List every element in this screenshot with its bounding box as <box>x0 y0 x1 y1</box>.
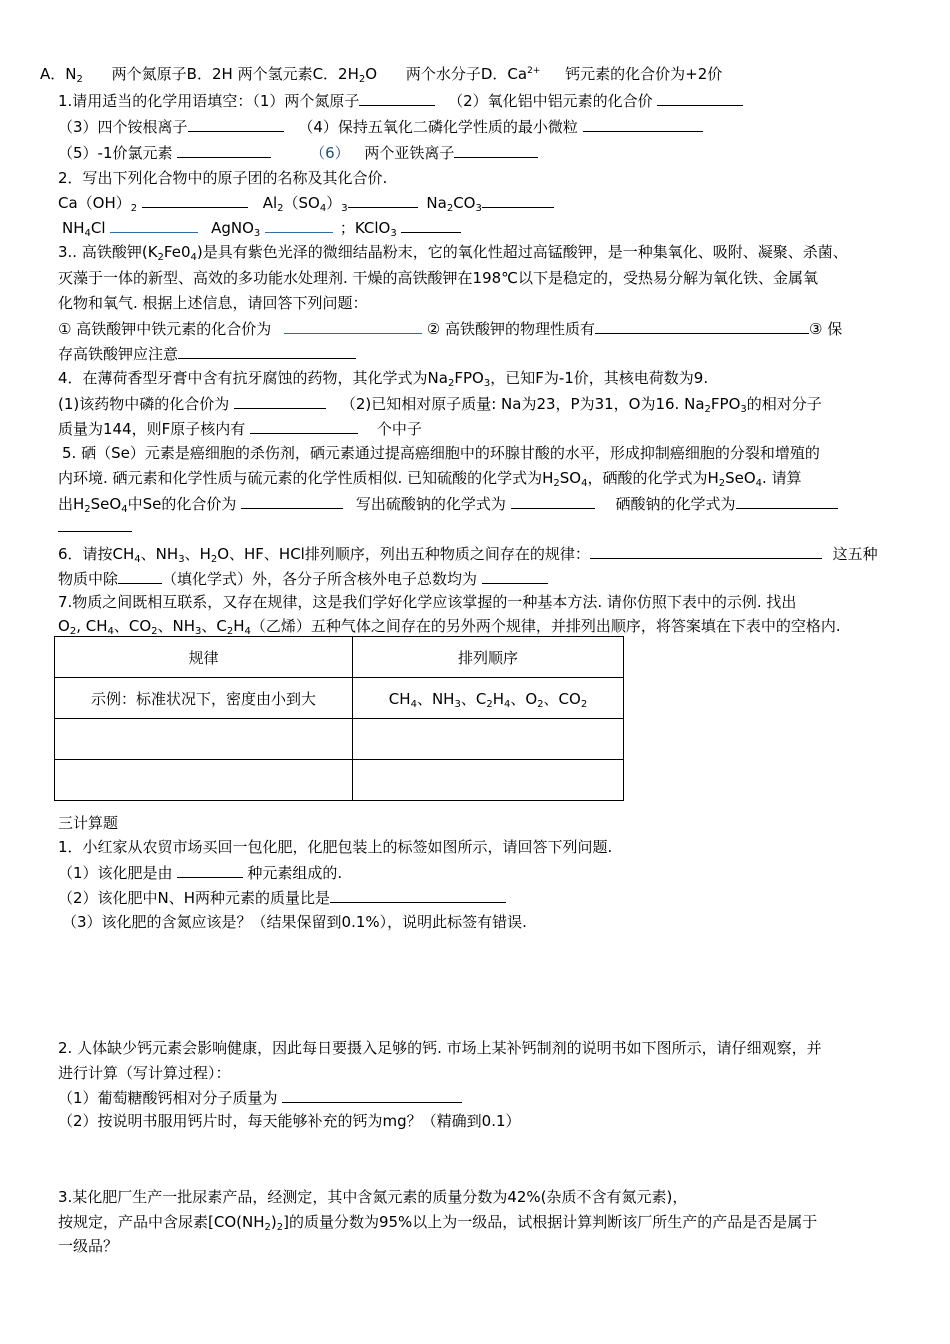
table-header-rule: 规律 <box>55 637 353 678</box>
q2-answer-4[interactable] <box>110 217 198 233</box>
calc1-answer-1[interactable] <box>177 862 243 878</box>
q2-line2: $NH_4Cl$ AgNO$_3$ ；KClO$_3$ <box>62 217 461 238</box>
table-row <box>55 719 624 760</box>
table-cell-order[interactable] <box>353 719 624 760</box>
q1-answer-6[interactable] <box>454 142 538 158</box>
q2-line1: $Ca(OH)_2$ $Al_2(SO_4)_3$ $Na_2CO_3$ <box>58 192 554 213</box>
q4-line2: (1)该药物中磷的化合价为 （2)已知相对原子质量: Na为23，P为31，O为16. $Na_2FPO_3$的相对分子 <box>58 395 822 415</box>
calc-section-title: 三计算题 <box>58 814 119 832</box>
q6-line1: 6．请按$CH_4$、$NH_3$、$H_2O$、HF、HCl排列顺序，列出五种物质之间存在的规律： 这五种 <box>58 545 878 565</box>
table-example-row <box>55 678 624 719</box>
calc2-p1: （1）葡萄糖酸钙相对分子质量为 <box>58 1087 462 1108</box>
q2-answer-6[interactable] <box>401 217 461 233</box>
calc2-answer-1[interactable] <box>282 1087 462 1103</box>
q5-answer-2[interactable] <box>511 493 595 509</box>
q1-answer-4[interactable] <box>583 116 703 132</box>
q6-answer-2[interactable] <box>118 568 162 584</box>
q5-line2: 内环境. 硒元素和化学性质与硫元素的化学性质相似. 已知硫酸的化学式为$H_2SO_4$，硒酸的化学式为$H_2SeO_4$. 请算 <box>58 469 802 489</box>
choice-b-desc: 两个氢元素 <box>237 65 313 83</box>
choice-c: C．$2H_2O$ <box>312 65 378 85</box>
calc1-p1: （1）该化肥是由 种元素组成的. <box>58 864 343 882</box>
q2-answer-5[interactable] <box>265 217 333 233</box>
q4-line1: 4．在薄荷香型牙膏中含有抗牙腐蚀的药物，其化学式为$Na_2FPO_3$，已知F为-1价，其核电荷数为9. <box>58 369 709 389</box>
calc3-line1: 3.某化肥厂生产一批尿素产品，经测定，其中含氮元素的质量分数为42%(杂质不含有氮元素)， <box>58 1188 688 1206</box>
table-cell-order[interactable] <box>353 760 624 801</box>
q3-answer-1[interactable] <box>284 318 422 334</box>
q5-answer-3-cont[interactable] <box>58 516 132 532</box>
q3-answer-3[interactable] <box>178 343 356 359</box>
calc3-line2: 按规定，产品中含尿素$[CO(NH_2)_2]$的质量分数为95%以上为一级品，试根据计算判断该厂所生产的产品是否是属于 <box>58 1213 818 1233</box>
q2-answer-1[interactable] <box>142 192 248 208</box>
q2-stem: 2．写出下列化合物中的原子团的名称及其化合价. <box>58 169 388 187</box>
q3-line2: 灭藻于一体的新型、高效的多功能水处理剂. 干燥的高铁酸钾在198℃以下是稳定的，受热易分解为氧化铁、金属氧 <box>58 269 819 287</box>
table-row <box>55 760 624 801</box>
q1-answer-5[interactable] <box>177 142 271 158</box>
table-cell-rule[interactable] <box>55 719 353 760</box>
choice-b: B．2H <box>186 65 233 83</box>
q1-answer-2[interactable] <box>657 90 743 106</box>
table-cell-rule[interactable] <box>55 760 353 801</box>
choice-d: D．$Ca^{2+}$ <box>480 65 541 83</box>
q7-line1: 7.物质之间既相互联系，又存在规律，这是我们学好化学应该掌握的一种基本方法. 请你仿照下表中的示例. 找出 <box>58 593 797 611</box>
q1-answer-1[interactable] <box>359 90 435 106</box>
q6-answer-1[interactable] <box>590 543 822 559</box>
choice-line <box>40 64 722 84</box>
q3-line5: 存高铁酸钾应注意 <box>58 343 356 364</box>
calc2-line1: 2. 人体缺少钙元素会影响健康，因此每日要摄入足够的钙. 市场上某补钙制剂的说明书如下图所示，请仔细观察，并 <box>58 1039 822 1057</box>
calc1-stem: 1．小红家从农贸市场买回一包化肥，化肥包装上的标签如图所示，请回答下列问题. <box>58 838 613 856</box>
q2-answer-2[interactable] <box>348 192 418 208</box>
choice-d-desc: 钙元素的化合价为+2价 <box>565 65 723 83</box>
q3-line1: 3.. 高铁酸钾$(K_2Fe0_4)$是具有紫色光泽的微细结晶粉末，它的氧化性超过高锰酸钾，是一种集氧化、吸附、凝聚、杀菌、 <box>58 243 848 263</box>
calc2-p2: （2）按说明书服用钙片时，每天能够补充的钙为mg？（精确到0.1） <box>58 1112 521 1130</box>
calc1-answer-2[interactable] <box>330 887 506 903</box>
q3-line3: 化物和氧气. 根据上述信息，请回答下列问题： <box>58 294 368 312</box>
choice-c-desc: 两个水分子 <box>405 65 481 83</box>
q5-line4 <box>58 516 132 537</box>
rules-table <box>54 636 624 801</box>
choice-a: A．$N_2$ <box>40 65 83 85</box>
table-header-row <box>55 637 624 678</box>
q5-line3: 出$H_2SeO_4$中Se的化合价为 写出硫酸钠的化学式为 硒酸钠的化学式为 <box>58 493 838 514</box>
q4-answer-1[interactable] <box>234 393 326 409</box>
q1-line1: 1.请用适当的化学用语填空：（1）两个氮原子 （2）氧化铝中铝元素的化合价 <box>58 90 743 111</box>
calc1-p3: （3）该化肥的含氮应该是？（结果保留到0.1%），说明此标签有错误. <box>62 913 527 931</box>
table-example-rule: 示例：标准状况下，密度由小到大 <box>55 678 353 719</box>
q1-line2: （3）四个铵根离子 （4）保持五氧化二磷化学性质的最小微粒 <box>58 116 703 137</box>
q3-line4: ① 高铁酸钾中铁元素的化合价为 ② 高铁酸钾的物理性质有 ③ 保 <box>58 320 843 338</box>
q4-answer-2[interactable] <box>250 418 358 434</box>
q7-line2: $O_2$, $CH_4$、$CO_2$、$NH_3$、$C_2H_4$（乙烯）五种气体之间存在的另外两个规律，并排列出顺序，将答案填在下表中的空格内. <box>58 617 841 637</box>
q4-line3: 质量为144，则F原子核内有 个中子 <box>58 420 422 438</box>
q6-answer-3[interactable] <box>482 568 548 584</box>
q2-answer-3[interactable] <box>482 192 554 208</box>
table-header-order: 排列顺序 <box>353 637 624 678</box>
q6-line2: 物质中除 （填化学式）外，各分子所含核外电子总数均为 <box>58 568 548 589</box>
q1-answer-3[interactable] <box>188 116 284 132</box>
choice-a-desc: 两个氮原子 <box>111 65 187 83</box>
table-example-order: $CH_4$、$NH_3$、$C_2H_4$、$O_2$、$CO_2$ <box>353 678 624 719</box>
q1-line3: （5）-1价氯元素 （6） 两个亚铁离子 <box>58 142 538 163</box>
q5-line1: 5. 硒（Se）元素是癌细胞的杀伤剂，硒元素通过提高癌细胞中的环腺甘酸的水平，形成抑制癌细胞的分裂和增殖的 <box>62 444 820 462</box>
q5-answer-1[interactable] <box>241 493 343 509</box>
calc1-p2: （2）该化肥中N、H两种元素的质量比是 <box>58 887 506 908</box>
calc2-line2: 进行计算（写计算过程）： <box>58 1064 231 1082</box>
q5-answer-3[interactable] <box>736 493 838 509</box>
q3-answer-2[interactable] <box>595 318 809 334</box>
calc3-line3: 一级品？ <box>58 1237 119 1255</box>
